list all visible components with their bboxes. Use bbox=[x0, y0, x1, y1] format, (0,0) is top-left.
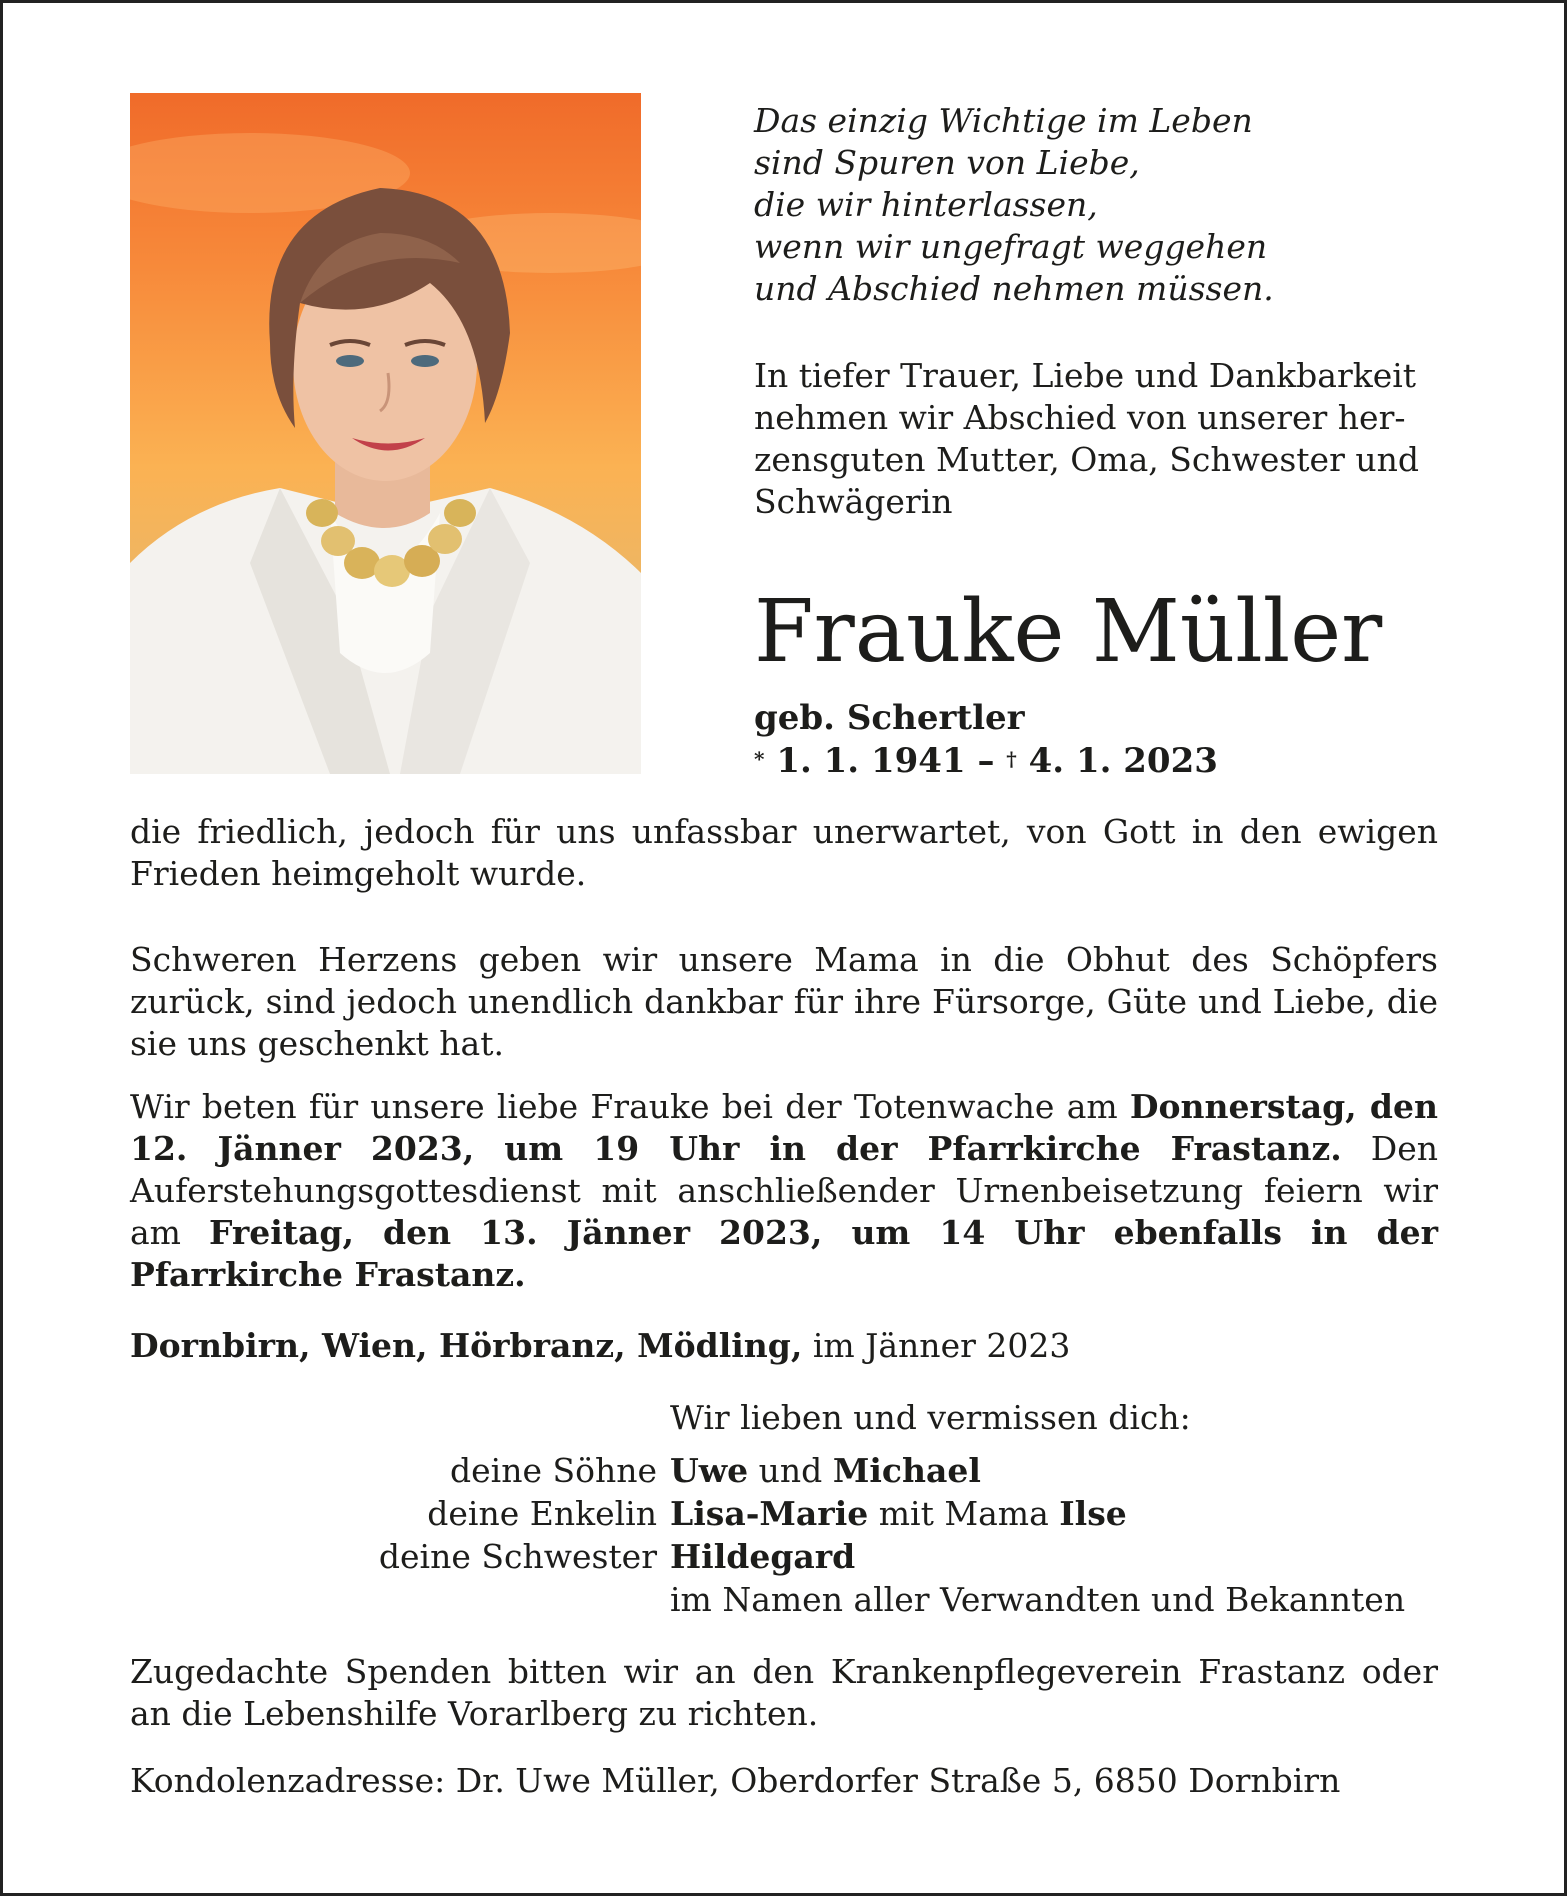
donation-note: Zugedachte Spenden bitten wir an den Krankenpflegeverein Frastanz oder an die Lebenshilfe Vorarlberg zu richten. bbox=[130, 1652, 1438, 1733]
quote-line: die wir hinterlassen, bbox=[754, 185, 1098, 224]
quote-line: und Abschied nehmen müssen. bbox=[754, 269, 1274, 308]
places: Dornbirn, Wien, Hörbranz, Mödling, bbox=[130, 1326, 803, 1365]
sister-label: deine Schwester bbox=[378, 1537, 657, 1576]
relatives-line: im Namen aller Verwandten und Bekannten bbox=[670, 1580, 1406, 1619]
intro-line: Schwägerin bbox=[754, 482, 953, 521]
life-dates bbox=[754, 740, 1218, 782]
services-intro: Wir beten für unsere liebe Frauke bei der Totenwache am bbox=[130, 1087, 1130, 1126]
mother-name: Ilse bbox=[1059, 1494, 1127, 1533]
granddaughter-names bbox=[670, 1493, 1127, 1535]
son-name: Michael bbox=[832, 1451, 981, 1490]
connector: mit Mama bbox=[868, 1494, 1060, 1533]
memorial-quote bbox=[754, 100, 1274, 310]
sons-names bbox=[670, 1450, 981, 1492]
date-separator: – bbox=[965, 741, 1007, 781]
intro-line: nehmen wir Abschied von unserer her- bbox=[754, 398, 1406, 437]
birth-name: geb. Schertler bbox=[754, 698, 1025, 738]
death-mark: † bbox=[1006, 747, 1017, 771]
condolence-address: Kondolenzadresse: Dr. Uwe Müller, Oberdorfer Straße 5, 6850 Dornbirn bbox=[130, 1761, 1341, 1800]
paragraph-gratitude: Schweren Herzens geben wir unsere Mama in die Obhut des Schöpfers zurück, sind jedoch unendlich dankbar für ihre Fürsorge, Güte und Liebe, die sie uns geschenkt hat. bbox=[130, 940, 1438, 1063]
birth-date: 1. 1. 1941 bbox=[776, 741, 966, 781]
portrait-illustration bbox=[130, 93, 641, 774]
services-middle: Den Auferstehungsgottesdienst mit anschließender Urnenbeisetzung feiern wir am bbox=[130, 1129, 1439, 1252]
vigil-details: Donnerstag, den 12. Jänner 2023, um 19 Uhr in der Pfarrkirche Frastanz. bbox=[130, 1087, 1438, 1168]
granddaughter-label: deine Enkelin bbox=[427, 1494, 657, 1533]
intro-line: zensguten Mutter, Oma, Schwester und bbox=[754, 440, 1419, 479]
son-name: Uwe bbox=[670, 1451, 749, 1490]
paragraph-peaceful: die friedlich, jedoch für uns unfassbar unerwartet, von Gott in den ewigen Frieden heimgeholt wurde. bbox=[130, 812, 1438, 893]
intro-text bbox=[754, 355, 1439, 523]
portrait-photo bbox=[130, 93, 641, 774]
sister-name: Hildegard bbox=[670, 1537, 856, 1576]
birth-mark: * bbox=[754, 747, 765, 771]
granddaughter-name: Lisa-Marie bbox=[670, 1494, 869, 1533]
quote-line: wenn wir ungefragt weggehen bbox=[754, 227, 1268, 266]
month-year: im Jänner 2023 bbox=[802, 1326, 1071, 1365]
mourners-heading: Wir lieben und vermissen dich: bbox=[670, 1398, 1191, 1437]
sons-label: deine Söhne bbox=[450, 1451, 657, 1490]
place-date-line bbox=[130, 1325, 1070, 1367]
funeral-details: Freitag, den 13. Jänner 2023, um 14 Uhr ebenfalls in der Pfarrkirche Frastanz. bbox=[130, 1213, 1438, 1294]
quote-line: sind Spuren von Liebe, bbox=[754, 143, 1140, 182]
deceased-name: Frauke Müller bbox=[754, 582, 1383, 682]
death-date: 4. 1. 2023 bbox=[1028, 741, 1218, 781]
connector: und bbox=[748, 1451, 833, 1490]
quote-line: Das einzig Wichtige im Leben bbox=[754, 101, 1253, 140]
intro-line: In tiefer Trauer, Liebe und Dankbarkeit bbox=[754, 356, 1417, 395]
paragraph-services bbox=[130, 1086, 1438, 1296]
